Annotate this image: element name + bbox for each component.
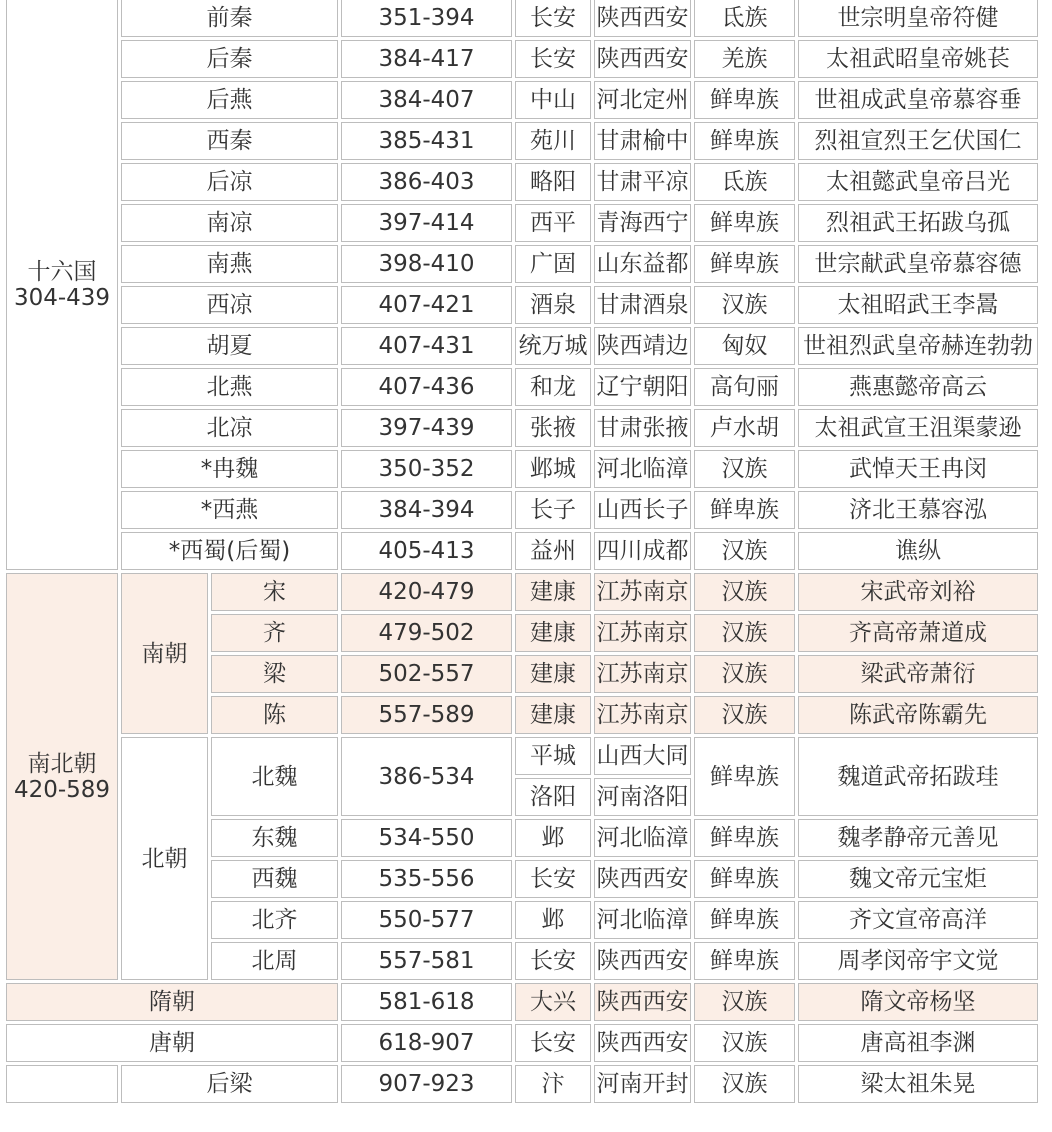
- founder: 齐高帝萧道成: [798, 614, 1038, 652]
- capital: 建康: [515, 655, 591, 693]
- table-row: [6, 0, 1038, 37]
- founder: 周孝闵帝宇文觉: [798, 942, 1038, 980]
- reign-years: 535-556: [341, 860, 512, 898]
- modern-location: 陕西西安: [594, 1024, 691, 1062]
- founder: 太祖武昭皇帝姚苌: [798, 40, 1038, 78]
- dynasty-name: 北齐: [211, 901, 338, 939]
- capital: 长安: [515, 1024, 591, 1062]
- reign-years: 350-352: [341, 450, 512, 488]
- modern-location: 河北临漳: [594, 819, 691, 857]
- reign-years: 405-413: [341, 532, 512, 570]
- modern-location: 河南开封: [594, 1065, 691, 1103]
- capital: 建康: [515, 573, 591, 611]
- founder: 燕惠懿帝高云: [798, 368, 1038, 406]
- kingdom-name: *西燕: [121, 491, 338, 529]
- founder: 太祖懿武皇帝吕光: [798, 163, 1038, 201]
- founder: 陈武帝陈霸先: [798, 696, 1038, 734]
- dynasty-name: 隋朝: [6, 983, 338, 1021]
- reign-years: 397-439: [341, 409, 512, 447]
- modern-location: 山东益都: [594, 245, 691, 283]
- founder: 武悼天王冉闵: [798, 450, 1038, 488]
- ethnicity: 鲜卑族: [694, 204, 795, 242]
- kingdom-name: 北凉: [121, 409, 338, 447]
- kingdom-name: 西凉: [121, 286, 338, 324]
- table-row: [6, 1024, 1038, 1062]
- ethnicity: 汉族: [694, 573, 795, 611]
- capital: 长安: [515, 0, 591, 37]
- founder: 魏道武帝拓跋珪: [798, 737, 1038, 816]
- table-row: [6, 450, 1038, 488]
- ethnicity: 鲜卑族: [694, 860, 795, 898]
- modern-location: 甘肃平凉: [594, 163, 691, 201]
- founder: 齐文宣帝高洋: [798, 901, 1038, 939]
- capital: 建康: [515, 696, 591, 734]
- modern-location: 陕西西安: [594, 860, 691, 898]
- modern-location: 河北临漳: [594, 450, 691, 488]
- reign-years: 407-431: [341, 327, 512, 365]
- ethnicity: 汉族: [694, 696, 795, 734]
- reign-years: 907-923: [341, 1065, 512, 1103]
- dynasty-table: [3, 0, 1041, 1106]
- reign-years: 351-394: [341, 0, 512, 37]
- reign-years: 384-407: [341, 81, 512, 119]
- modern-location: 河北临漳: [594, 901, 691, 939]
- era-name: 南北朝: [27, 750, 97, 777]
- founder: 太祖武宣王沮渠蒙逊: [798, 409, 1038, 447]
- dynasty-name: 西魏: [211, 860, 338, 898]
- kingdom-name: 南燕: [121, 245, 338, 283]
- ethnicity: 鲜卑族: [694, 81, 795, 119]
- dynasty-name: 北魏: [211, 737, 338, 816]
- era-cell-southern-northern: [6, 573, 118, 980]
- table-row: [6, 286, 1038, 324]
- founder: 世宗献武皇帝慕容德: [798, 245, 1038, 283]
- table-row: [6, 204, 1038, 242]
- capital: 统万城: [515, 327, 591, 365]
- reign-years: 407-421: [341, 286, 512, 324]
- capital: 洛阳: [515, 778, 591, 816]
- modern-location: 河北定州: [594, 81, 691, 119]
- reign-years: 398-410: [341, 245, 512, 283]
- modern-location: 江苏南京: [594, 655, 691, 693]
- ethnicity: 鲜卑族: [694, 245, 795, 283]
- capital: 长安: [515, 40, 591, 78]
- modern-location: 甘肃张掖: [594, 409, 691, 447]
- capital: 邺: [515, 901, 591, 939]
- modern-location: 山西大同: [594, 737, 691, 775]
- founder: 世祖烈武皇帝赫连勃勃: [798, 327, 1038, 365]
- era-years: 420-589: [13, 776, 111, 803]
- modern-location: 陕西西安: [594, 942, 691, 980]
- kingdom-name: 西秦: [121, 122, 338, 160]
- ethnicity: 鲜卑族: [694, 737, 795, 816]
- ethnicity: 鲜卑族: [694, 491, 795, 529]
- modern-location: 陕西西安: [594, 983, 691, 1021]
- table-row: [6, 122, 1038, 160]
- founder: 烈祖宣烈王乞伏国仁: [798, 122, 1038, 160]
- reign-years: 386-534: [341, 737, 512, 816]
- era-cell-sixteen-kingdoms: [6, 0, 118, 570]
- capital: 中山: [515, 81, 591, 119]
- kingdom-name: 前秦: [121, 0, 338, 37]
- table-row: [6, 1065, 1038, 1103]
- era-years: 304-439: [13, 284, 111, 311]
- capital: 大兴: [515, 983, 591, 1021]
- table-row: [6, 573, 1038, 611]
- founder: 梁武帝萧衍: [798, 655, 1038, 693]
- founder: 魏孝静帝元善见: [798, 819, 1038, 857]
- capital: 邺城: [515, 450, 591, 488]
- table-row: [6, 81, 1038, 119]
- reign-years: 384-394: [341, 491, 512, 529]
- reign-years: 581-618: [341, 983, 512, 1021]
- ethnicity: 汉族: [694, 614, 795, 652]
- southern-dynasties-label: 南朝: [121, 573, 208, 734]
- table-row: [6, 409, 1038, 447]
- modern-location: 青海西宁: [594, 204, 691, 242]
- kingdom-name: 后凉: [121, 163, 338, 201]
- dynasty-name: 陈: [211, 696, 338, 734]
- ethnicity: 氐族: [694, 163, 795, 201]
- ethnicity: 鲜卑族: [694, 819, 795, 857]
- capital: 长子: [515, 491, 591, 529]
- ethnicity: 鲜卑族: [694, 942, 795, 980]
- era-name: 十六国: [27, 258, 97, 285]
- table-row: [6, 532, 1038, 570]
- modern-location: 陕西西安: [594, 40, 691, 78]
- northern-dynasties-label: 北朝: [121, 737, 208, 980]
- reign-years: 550-577: [341, 901, 512, 939]
- ethnicity: 汉族: [694, 1065, 795, 1103]
- modern-location: 陕西靖边: [594, 327, 691, 365]
- capital: 长安: [515, 942, 591, 980]
- dynasty-name: 后梁: [121, 1065, 338, 1103]
- dynasty-name: 北周: [211, 942, 338, 980]
- founder: 隋文帝杨坚: [798, 983, 1038, 1021]
- capital: 酒泉: [515, 286, 591, 324]
- kingdom-name: 北燕: [121, 368, 338, 406]
- ethnicity: 汉族: [694, 532, 795, 570]
- reign-years: 384-417: [341, 40, 512, 78]
- founder: 太祖昭武王李暠: [798, 286, 1038, 324]
- ethnicity: 卢水胡: [694, 409, 795, 447]
- table-row: [6, 245, 1038, 283]
- table-row: [6, 368, 1038, 406]
- founder: 世祖成武皇帝慕容垂: [798, 81, 1038, 119]
- era-cell-five-dynasties: [6, 1065, 118, 1103]
- reign-years: 534-550: [341, 819, 512, 857]
- modern-location: 河南洛阳: [594, 778, 691, 816]
- modern-location: 江苏南京: [594, 696, 691, 734]
- founder: 魏文帝元宝炬: [798, 860, 1038, 898]
- modern-location: 辽宁朝阳: [594, 368, 691, 406]
- modern-location: 四川成都: [594, 532, 691, 570]
- reign-years: 618-907: [341, 1024, 512, 1062]
- reign-years: 502-557: [341, 655, 512, 693]
- founder: 烈祖武王拓跋乌孤: [798, 204, 1038, 242]
- reign-years: 386-403: [341, 163, 512, 201]
- ethnicity: 汉族: [694, 1024, 795, 1062]
- ethnicity: 汉族: [694, 450, 795, 488]
- capital: 建康: [515, 614, 591, 652]
- ethnicity: 羌族: [694, 40, 795, 78]
- capital: 和龙: [515, 368, 591, 406]
- table-row: [6, 737, 1038, 775]
- modern-location: 江苏南京: [594, 614, 691, 652]
- dynasty-name: 梁: [211, 655, 338, 693]
- dynasty-name: 宋: [211, 573, 338, 611]
- capital: 长安: [515, 860, 591, 898]
- reign-years: 557-581: [341, 942, 512, 980]
- kingdom-name: 胡夏: [121, 327, 338, 365]
- capital: 益州: [515, 532, 591, 570]
- capital: 略阳: [515, 163, 591, 201]
- modern-location: 甘肃榆中: [594, 122, 691, 160]
- founder: 世宗明皇帝符健: [798, 0, 1038, 37]
- capital: 西平: [515, 204, 591, 242]
- founder: 谯纵: [798, 532, 1038, 570]
- kingdom-name: *冉魏: [121, 450, 338, 488]
- table-row: [6, 163, 1038, 201]
- ethnicity: 汉族: [694, 983, 795, 1021]
- founder: 唐高祖李渊: [798, 1024, 1038, 1062]
- capital: 张掖: [515, 409, 591, 447]
- dynasty-name: 东魏: [211, 819, 338, 857]
- capital: 邺: [515, 819, 591, 857]
- capital: 汴: [515, 1065, 591, 1103]
- modern-location: 陕西西安: [594, 0, 691, 37]
- modern-location: 江苏南京: [594, 573, 691, 611]
- modern-location: 甘肃酒泉: [594, 286, 691, 324]
- reign-years: 420-479: [341, 573, 512, 611]
- ethnicity: 氐族: [694, 0, 795, 37]
- reign-years: 385-431: [341, 122, 512, 160]
- founder: 济北王慕容泓: [798, 491, 1038, 529]
- ethnicity: 匈奴: [694, 327, 795, 365]
- ethnicity: 鲜卑族: [694, 901, 795, 939]
- capital: 平城: [515, 737, 591, 775]
- ethnicity: 高句丽: [694, 368, 795, 406]
- table-row: [6, 327, 1038, 365]
- reign-years: 397-414: [341, 204, 512, 242]
- reign-years: 407-436: [341, 368, 512, 406]
- dynasty-name: 唐朝: [6, 1024, 338, 1062]
- kingdom-name: 后燕: [121, 81, 338, 119]
- reign-years: 479-502: [341, 614, 512, 652]
- table-row: [6, 40, 1038, 78]
- founder: 宋武帝刘裕: [798, 573, 1038, 611]
- founder: 梁太祖朱晃: [798, 1065, 1038, 1103]
- dynasty-name: 齐: [211, 614, 338, 652]
- kingdom-name: *西蜀(后蜀): [121, 532, 338, 570]
- table-row: [6, 983, 1038, 1021]
- kingdom-name: 后秦: [121, 40, 338, 78]
- ethnicity: 鲜卑族: [694, 122, 795, 160]
- modern-location: 山西长子: [594, 491, 691, 529]
- ethnicity: 汉族: [694, 655, 795, 693]
- ethnicity: 汉族: [694, 286, 795, 324]
- kingdom-name: 南凉: [121, 204, 338, 242]
- capital: 广固: [515, 245, 591, 283]
- capital: 苑川: [515, 122, 591, 160]
- reign-years: 557-589: [341, 696, 512, 734]
- table-row: [6, 491, 1038, 529]
